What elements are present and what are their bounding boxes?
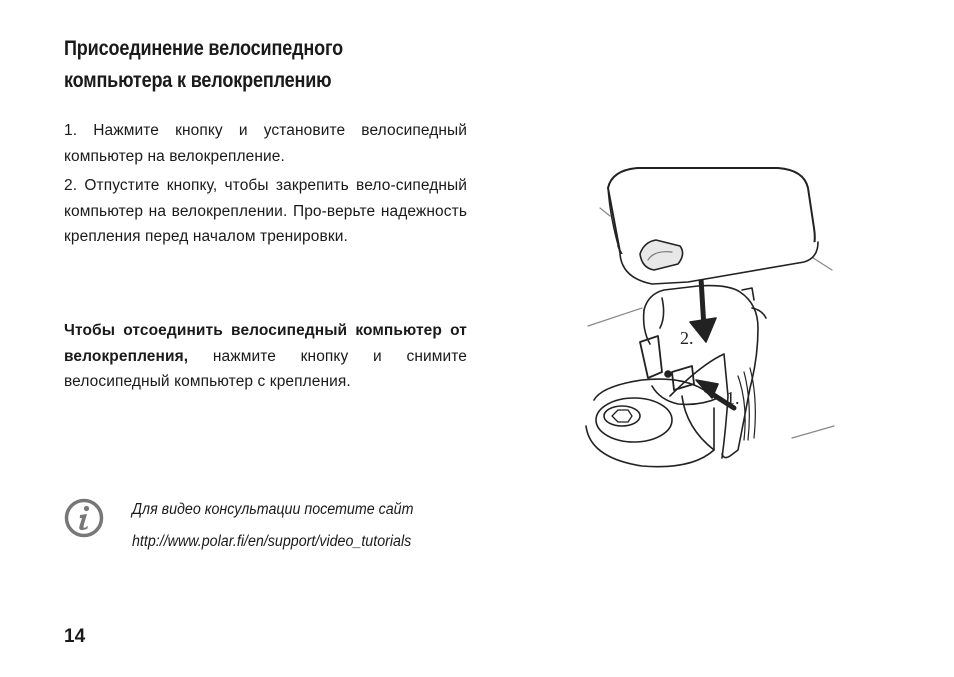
mount-illustration (582, 158, 838, 492)
detach-instructions (64, 318, 467, 395)
video-tip (132, 494, 413, 558)
step-2-label: 2. (680, 328, 694, 348)
step-2-text: 2. Отпустите кнопку, чтобы закрепить вело-сипедный компьютер на велокреплении. Про-верьте надежность крепления перед началом тренировки. (64, 177, 467, 245)
page-title (64, 33, 425, 97)
detach-rest: нажмите кнопку и снимите велосипедный компьютер с крепления. (64, 347, 467, 390)
title-line-2: компьютера к велокреплению (64, 69, 332, 92)
bike-computer-device (608, 168, 818, 284)
tip-text: Для видео консультации посетите сайт (132, 501, 414, 518)
info-icon (64, 498, 104, 538)
tip-url[interactable]: http://www.polar.fi/en/support/video_tutorials (132, 533, 412, 550)
step-1-text: 1. Нажмите кнопку и установите велосипедный компьютер на велокрепление. (64, 122, 467, 165)
page-number: 14 (64, 626, 86, 647)
bike-stem (586, 354, 728, 467)
detach-bold-lead: Чтобы отсоединить велосипедный компьютер от велокрепления, (64, 322, 467, 365)
step-1-label: 1. (726, 388, 740, 408)
title-line-1: Присоединение велосипедного (64, 37, 343, 60)
